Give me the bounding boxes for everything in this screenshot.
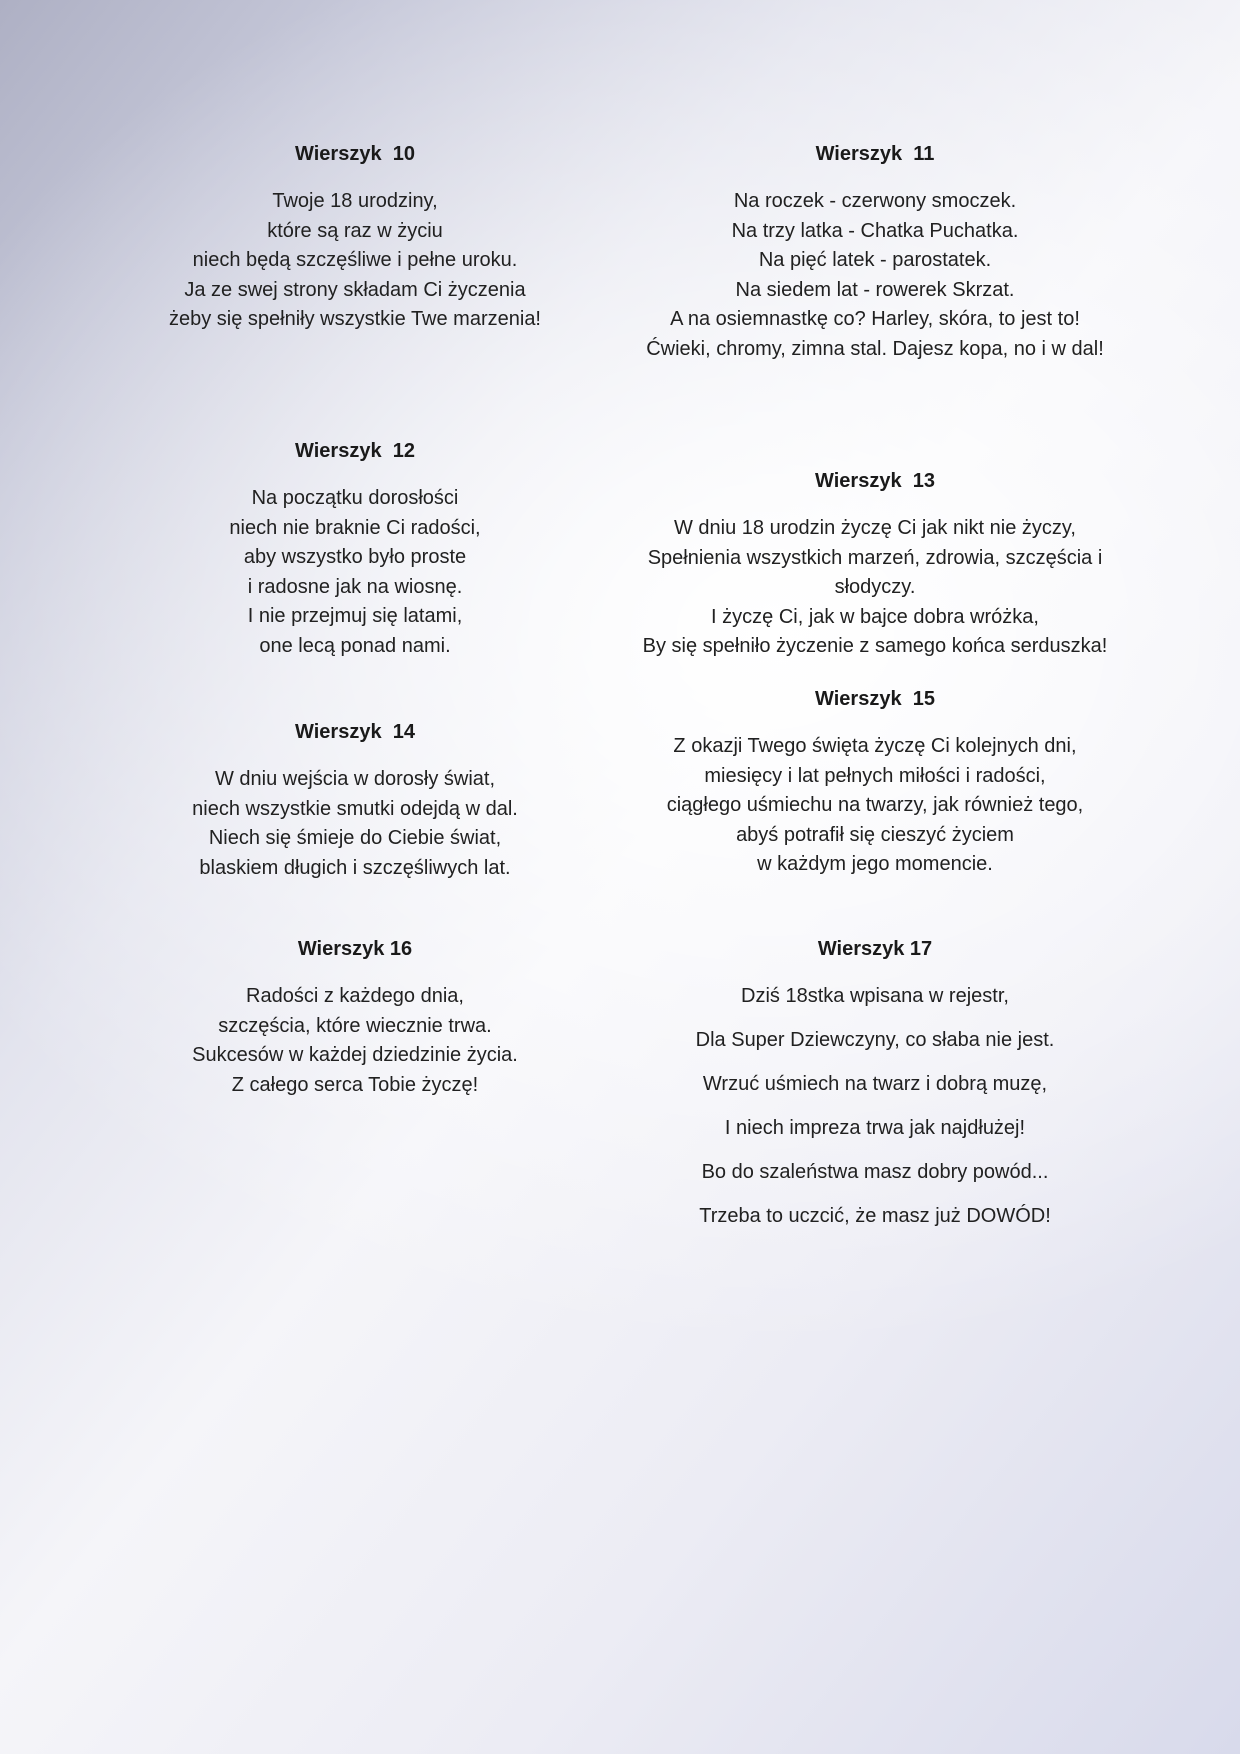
- poem-line: Spełnienia wszystkich marzeń, zdrowia, szczęścia i słodyczy.: [647, 546, 1108, 598]
- poem-line: Ja ze swej strony składam Ci życzenia: [184, 278, 526, 301]
- poem-line: Radości z każdego dnia,: [246, 985, 464, 1007]
- poem-lines: [605, 514, 1145, 662]
- poem-lines: [605, 732, 1145, 880]
- poem-block-wierszyk-13: [605, 467, 1145, 662]
- poem-line: Sukcesów w każdej dziedzinie życia.: [192, 1044, 518, 1066]
- poem-line: Z całego serca Tobie życzę!: [231, 1073, 479, 1096]
- poem-block-wierszyk-10: [125, 140, 585, 335]
- poem-block-wierszyk-14: [125, 718, 585, 883]
- poem-line: niech nie braknie Ci radości,: [229, 516, 481, 539]
- poem-block-wierszyk-12: [125, 437, 585, 661]
- poem-line: Wrzuć uśmiech na twarz i dobrą muzę,: [702, 1073, 1048, 1095]
- poem-line: w każdym jego momencie.: [757, 853, 993, 875]
- poem-title: Wierszyk 13: [815, 470, 935, 492]
- poem-line: żeby się spełniły wszystkie Twe marzenia!: [169, 308, 541, 330]
- poem-line: blaskiem długich i szczęśliwych lat.: [199, 856, 511, 879]
- poem-line: W dniu 18 urodzin życzę Ci jak nikt nie życzy,: [673, 517, 1076, 539]
- poem-line: Ćwieki, chromy, zimna stal. Dajesz kopa, no i w dal!: [646, 337, 1104, 360]
- poem-line: Twoje 18 urodziny,: [272, 190, 438, 212]
- poem-line: Trzeba to uczcić, że masz już DOWÓD!: [699, 1205, 1051, 1227]
- poem-title: Wierszyk 14: [295, 721, 415, 743]
- poem-line: aby wszystko było proste: [243, 546, 467, 568]
- poem-line: By się spełniło życzenie z samego końca serduszka!: [642, 635, 1108, 657]
- poem-line: I nie przejmuj się latami,: [247, 605, 463, 627]
- poem-line: Na początku dorosłości: [251, 487, 459, 509]
- poem-line: niech będą szczęśliwe i pełne uroku.: [192, 249, 518, 271]
- poem-lines: [125, 982, 585, 1100]
- poem-lines: [125, 765, 585, 883]
- poem-line: szczęścia, które wiecznie trwa.: [218, 1014, 492, 1037]
- poem-title: Wierszyk 16: [297, 938, 413, 960]
- poem-line: które są raz w życiu: [267, 219, 443, 242]
- poem-line: Dla Super Dziewczyny, co słaba nie jest.: [695, 1029, 1055, 1051]
- poem-line: W dniu wejścia w dorosły świat,: [214, 768, 496, 790]
- poem-line: Dziś 18stka wpisana w rejestr,: [741, 985, 1009, 1007]
- poem-block-wierszyk-15: [605, 685, 1145, 880]
- poem-line: Na roczek - czerwony smoczek.: [733, 190, 1017, 212]
- poem-line: niech wszystkie smutki odejdą w dal.: [192, 797, 518, 820]
- poem-line: Na siedem lat - rowerek Skrzat.: [735, 278, 1015, 301]
- poem-line: one lecą ponad nami.: [259, 634, 451, 657]
- poem-line: miesięcy i lat pełnych miłości i radości,: [704, 764, 1046, 787]
- poem-lines: [125, 484, 585, 661]
- poem-block-wierszyk-17: [605, 935, 1145, 1246]
- poem-line: abyś potrafił się cieszyć życiem: [736, 823, 1014, 846]
- poem-line: I niech impreza trwa jak najdłużej!: [724, 1117, 1026, 1139]
- poem-line: Niech się śmieje do Ciebie świat,: [208, 827, 502, 849]
- poem-title: Wierszyk 15: [815, 688, 935, 710]
- poem-line: Na pięć latek - parostatek.: [758, 249, 992, 271]
- poem-title: Wierszyk 10: [295, 143, 415, 165]
- poem-line: i radosne jak na wiosnę.: [247, 575, 463, 598]
- poem-title: Wierszyk 11: [815, 143, 935, 165]
- poem-block-wierszyk-16: [125, 935, 585, 1100]
- poem-line: Na trzy latka - Chatka Puchatka.: [731, 219, 1019, 242]
- poem-block-wierszyk-11: [635, 140, 1115, 364]
- poem-lines: [125, 187, 585, 335]
- poem-line: Bo do szaleństwa masz dobry powód...: [701, 1161, 1049, 1183]
- poem-line: ciągłego uśmiechu na twarzy, jak również tego,: [666, 794, 1084, 816]
- poem-lines: [635, 187, 1115, 364]
- poem-lines: [605, 982, 1145, 1232]
- poem-title: Wierszyk 12: [295, 440, 415, 462]
- poem-line: I życzę Ci, jak w bajce dobra wróżka,: [711, 605, 1039, 628]
- poem-line: Z okazji Twego święta życzę Ci kolejnych dni,: [673, 735, 1077, 757]
- poem-title: Wierszyk 17: [817, 938, 933, 960]
- poem-line: A na osiemnastkę co? Harley, skóra, to jest to!: [670, 308, 1080, 330]
